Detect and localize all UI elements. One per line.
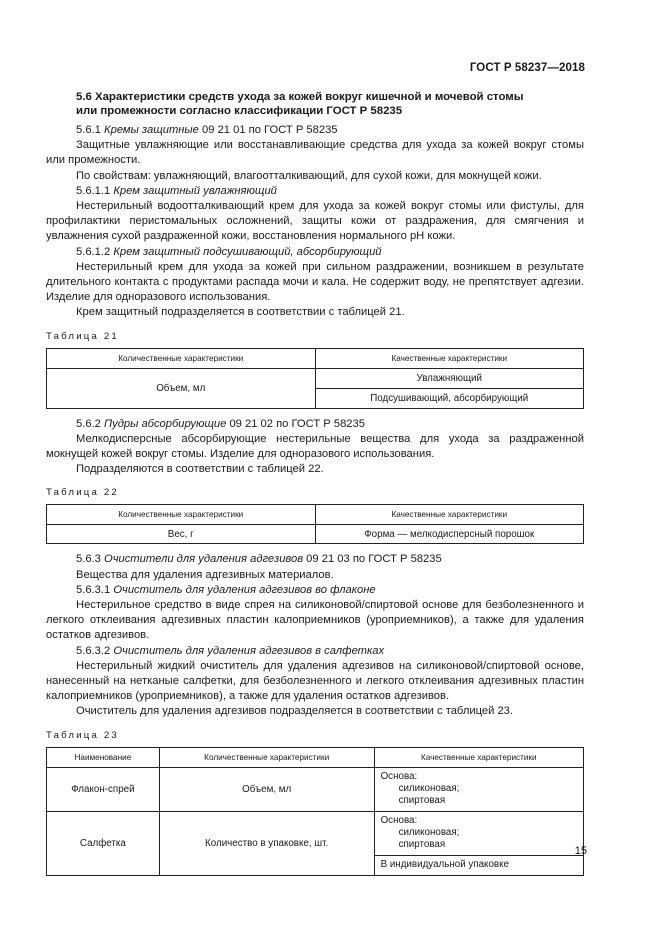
clause-term: Кремы защитные [104,124,199,136]
clause-ref: 09 21 01 по ГОСТ Р 58235 [198,124,338,136]
clause-5-6-2 [46,417,584,432]
page-number: 15 [574,845,587,857]
cell-line: спиртовая [398,839,446,851]
cell-line: силиконовая; [398,827,460,839]
clause-5-6-3-2 [46,644,584,659]
paragraph: Вещества для удаления адгезивных материалов. [76,568,334,581]
clause-number: 5.6.1.2 [76,245,114,258]
table-header: Наименование [47,747,160,767]
paragraph: Очиститель для удаления адгезивов подразделяется в соответствии с таблицей 23. [76,705,514,718]
table-22 [46,504,584,544]
clause-number: 5.6.1 [76,124,104,136]
clause-number: 5.6.3 [76,553,104,566]
clause-number: 5.6.3.1 [76,583,114,596]
clause-ref: 09 21 02 по ГОСТ Р 58235 [226,417,365,430]
table-cell: Объем, мл [159,767,374,811]
section-title [46,90,584,118]
paragraph: Нестерильный жидкий очиститель для удаления адгезивов на силиконовой/спиртовой основе, нанесенный на нетканые салфетки, для безболезненного и легкого отклеивания адгезивных пластин калоприемников (уроприемников), а также для удаления остатков адгезивов. [46,659,584,703]
table-21 [46,348,584,409]
table-header: Количественные характеристики [47,505,316,525]
table-caption: Таблица 22 [46,487,119,499]
table-cell: Вес, г [47,525,316,544]
table-cell: Объем, мл [47,368,316,408]
cell-line: Основа: [380,815,418,827]
paragraph: Подразделяются в соответствии с таблицей 22. [76,463,324,476]
table-caption: Таблица 21 [46,330,119,342]
section-title-line-2: или промежности согласно классификации ГОСТ Р 58235 [76,105,403,117]
cell-line: силиконовая; [398,783,460,795]
table-header: Качественные характеристики [315,348,584,368]
paragraph: Нестерильный крем для ухода за кожей при сильном раздражении, возникшем в результате длительного контакта с продуктами распада мочи и кала. Не содержит воду, не препятствует адгезии. Изделие для одноразового использования. [46,260,584,304]
cell-line: спиртовая [398,795,446,807]
clause-ref: 09 21 03 по ГОСТ Р 58235 [303,553,442,566]
page-content [46,90,584,876]
clause-5-6-1 [46,123,584,138]
table-cell [374,767,583,811]
clause-5-6-3 [46,552,584,567]
clause-term: Крем защитный подсушивающий, абсорбирующий [113,245,382,258]
clause-term: Очиститель для удаления адгезивов во флаконе [113,583,376,596]
paragraph: Нестерильное средство в виде спрея на силиконовой/спиртовой основе для безболезненного и легкого отклеивания адгезивных пластин калоприемников (уроприемников), а также для удаления остатков адгезивов. [46,599,584,642]
table-header: Количественные характеристики [159,747,374,767]
clause-number: 5.6.2 [76,417,104,430]
clause-number: 5.6.3.2 [76,644,114,657]
table-header: Количественные характеристики [47,348,316,368]
table-cell: В индивидуальной упаковке [374,855,583,875]
section-title-line-1: 5.6 Характеристики средств ухода за кожей вокруг кишечной и мочевой стомы [76,91,524,103]
clause-5-6-1-2 [46,245,584,260]
table-header: Качественные характеристики [374,747,583,767]
clause-term: Крем защитный увлажняющий [113,184,277,197]
table-cell: Форма — мелкодисперсный порошок [315,525,584,544]
paragraph: Мелкодисперсные абсорбирующие нестерильные вещества для ухода за раздраженной мокнущей кожей вокруг стомы. Изделие для одноразового использования. [46,432,584,461]
document-header: ГОСТ Р 58237—2018 [469,62,585,74]
table-caption: Таблица 23 [46,729,119,741]
clause-5-6-3-1 [46,583,584,598]
table-cell: Салфетка [47,811,160,875]
paragraph: По свойствам: увлажняющий, влагоотталкивающий, для сухой кожи, для мокнущей кожи. [76,169,542,182]
table-cell: Флакон-спрей [47,767,160,811]
paragraph: Крем защитный подразделяется в соответствии с таблицей 21. [76,306,405,319]
clause-term: Пудры абсорбирующие [104,417,227,430]
table-header: Качественные характеристики [315,505,584,525]
paragraph: Защитные увлажняющие или восстанавливающие средства для ухода за кожей вокруг стомы или промежности. [46,139,584,167]
paragraph: Нестерильный водоотталкивающий крем для ухода за кожей вокруг стомы или фистулы, для профилактики перистомальных осложнений, защиты кожи от раздражения, для смягчения и увлажнения сухой раздраженной кожи, восстановления нормального pH кожи. [46,200,584,243]
clause-number: 5.6.1.1 [76,184,114,197]
table-cell: Подсушивающий, абсорбирующий [315,388,584,408]
clause-term: Очиститель для удаления адгезивов в салфетках [113,644,385,657]
table-cell [374,811,583,855]
clause-term: Очистители для удаления адгезивов [104,553,304,566]
cell-line: Основа: [380,771,418,783]
table-cell: Количество в упаковке, шт. [159,811,374,875]
table-23 [46,747,584,876]
clause-5-6-1-1 [46,184,584,199]
table-cell: Увлажняющий [315,368,584,388]
